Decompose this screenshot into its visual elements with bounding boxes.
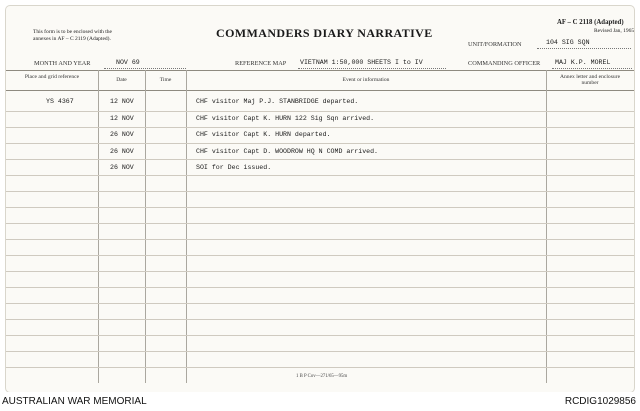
entry-date: 26 NOV: [110, 164, 134, 171]
reference-map-label: REFERENCE MAP: [235, 60, 287, 67]
printer-note: 1 B P Cov—271/65—95m: [296, 374, 348, 379]
row-rule: [6, 191, 634, 192]
row-rule: [6, 351, 634, 352]
caption-record-id: RCDIG1029856: [564, 396, 636, 407]
row-rule: [6, 223, 634, 224]
row-rule: [6, 271, 634, 272]
unit-value: 104 SIG SQN: [546, 39, 590, 46]
commanding-officer-value: MAJ K.P. MOREL: [555, 59, 611, 66]
table-row: [6, 164, 634, 176]
entry-event: CHF visitor Capt D. WOODROW HQ N COMD arrived.: [196, 148, 379, 155]
month-year-value: NOV 69: [116, 59, 140, 66]
header-bottom-rule: [6, 90, 634, 91]
table-top-rule: [6, 70, 634, 71]
archive-caption-bar: [0, 392, 640, 411]
row-rule: [6, 319, 634, 320]
row-rule: [6, 207, 634, 208]
row-rule: [6, 143, 634, 144]
row-rule: [6, 255, 634, 256]
entry-date: 26 NOV: [110, 131, 134, 138]
column-header-time: Time: [159, 77, 172, 83]
row-rule: [6, 303, 634, 304]
entry-date: 12 NOV: [110, 115, 134, 122]
form-code: AF – C 2118 (Adapted): [557, 19, 624, 26]
entry-date: 26 NOV: [110, 148, 134, 155]
unit-label: UNIT/FORMATION: [468, 41, 522, 48]
reference-map-value: VIETNAM 1:50,000 SHEETS I to IV: [300, 59, 423, 66]
unit-underline: [537, 48, 631, 49]
entry-date: 12 NOV: [110, 98, 134, 105]
month-year-label: MONTH AND YEAR: [34, 60, 91, 67]
enclose-note-line-2: annexes in AF – C 2119 (Adapted).: [33, 36, 111, 42]
table-row: [6, 148, 634, 160]
table-row: [6, 115, 634, 127]
entry-event: SOI for Dec issued.: [196, 164, 272, 171]
form-title: COMMANDERS DIARY NARRATIVE: [216, 26, 433, 40]
entry-event: CHF visitor Maj P.J. STANBRIDGE departed.: [196, 98, 359, 105]
table-row: [6, 131, 634, 143]
commanding-officer-label: COMMANDING OFFICER: [468, 60, 541, 67]
caption-source: AUSTRALIAN WAR MEMORIAL: [2, 396, 147, 407]
row-rule: [6, 367, 634, 368]
form-revised: Revised Jan, 1965: [594, 28, 635, 34]
entry-event: CHF visitor Capt K. HURN departed.: [196, 131, 331, 138]
row-rule: [6, 287, 634, 288]
row-rule: [6, 127, 634, 128]
row-rule: [6, 335, 634, 336]
diary-table: [6, 63, 634, 383]
enclose-note-line-1: This form is to be enclosed with the: [33, 29, 112, 35]
column-header-place: Place and grid reference: [24, 74, 80, 80]
entry-event: CHF visitor Capt K. HURN 122 Sig Sqn arrived.: [196, 115, 375, 122]
column-header-date: Date: [116, 77, 127, 83]
row-rule: [6, 239, 634, 240]
column-header-event: Event or information: [342, 77, 390, 83]
entry-place: YS 4367: [46, 98, 74, 105]
column-header-annex: Annex letter and enclosure number: [559, 74, 621, 87]
row-rule: [6, 111, 634, 112]
table-row: [6, 98, 634, 110]
